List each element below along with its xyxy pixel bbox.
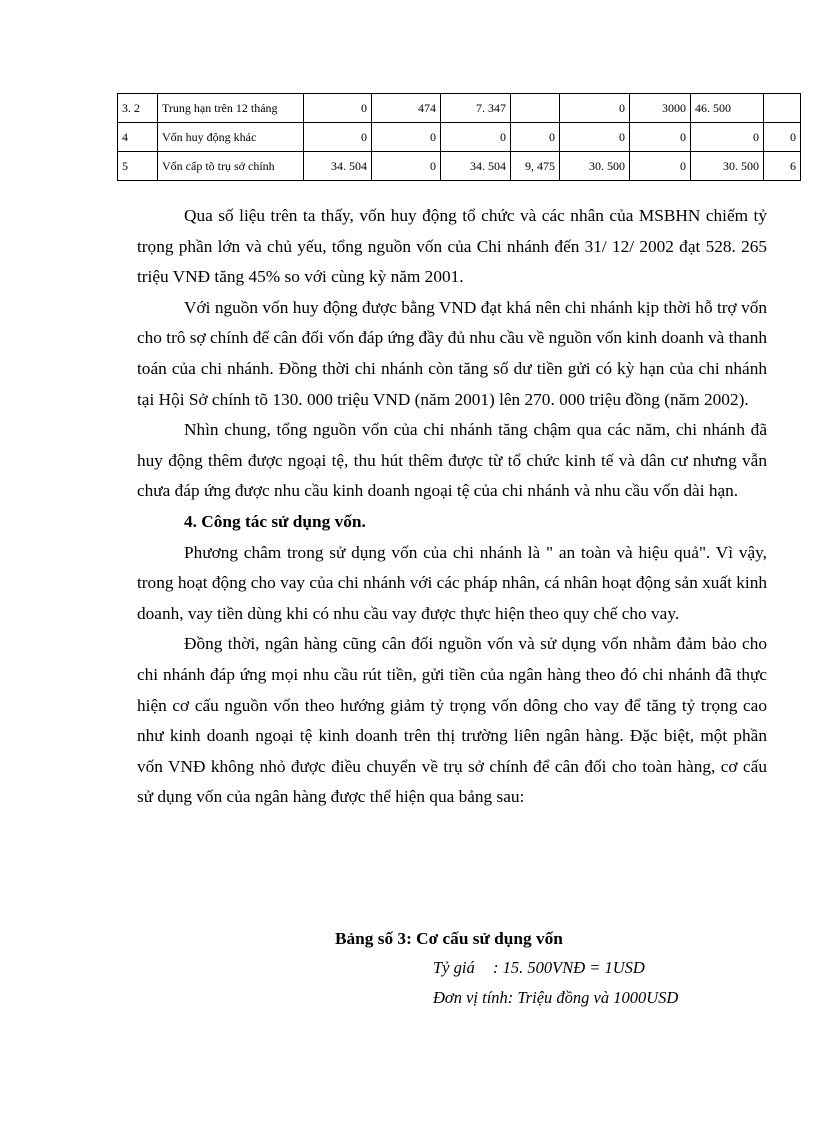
- row-label: Vốn huy động khác: [158, 123, 304, 152]
- capital-source-table: [117, 93, 801, 181]
- body-text: [137, 201, 767, 813]
- table-cell: 474: [372, 94, 441, 123]
- table-cell: 30. 500: [560, 152, 630, 181]
- exchange-rate-line: [433, 957, 645, 979]
- table-cell: 0: [630, 152, 691, 181]
- unit-line: Đơn vị tính: Triệu đồng và 1000USD: [433, 988, 679, 1007]
- table-row: [118, 152, 801, 181]
- table-cell: 0: [372, 123, 441, 152]
- paragraph-capital-summary: Qua số liệu trên ta thấy, vốn huy động tổ chức và các nhân của MSBHN chiếm tỷ trọng phần lớn và chủ yếu, tổng nguồn vốn của Chi nhánh đến 31/ 12/ 2002 đạt 528. 265 triệu VNĐ tăng 45% so với cùng kỳ năm 2001.: [137, 206, 767, 287]
- table-cell: 0: [560, 94, 630, 123]
- table-cell: 0: [372, 152, 441, 181]
- table-row: [118, 123, 801, 152]
- paragraph-vnd-support: Với nguồn vốn huy động được bằng VND đạt khá nên chi nhánh kịp thời hỗ trợ vốn cho trô sợ chính để cân đối vốn đáp ứng đầy đủ nhu cầu về nguồn vốn kinh doanh và thanh toán của chi nhánh. Đồng thời chi nhánh còn tăng số dư tiền gửi có kỳ hạn của chi nhánh tại Hội Sở chính tõ 130. 000 triệu VND (năm 2001) lên 270. 000 triệu đồng (năm 2002).: [137, 297, 767, 409]
- table-cell: 0: [764, 123, 801, 152]
- table-cell: [764, 94, 801, 123]
- section-heading: 4. Công tác sử dụng vốn.: [184, 511, 366, 531]
- exchange-rate-value: : 15. 500VNĐ = 1USD: [493, 958, 645, 977]
- table-cell: 0: [304, 94, 372, 123]
- row-label: Vốn cấp tõ trụ sở chính: [158, 152, 304, 181]
- paragraph-balance: Đồng thời, ngân hàng cũng cân đối nguồn vốn và sử dụng vốn nhằm đảm bảo cho chi nhánh đáp ứng mọi nhu cầu rút tiền, gửi tiền của ngân hàng theo đó chi nhánh đã thực hiện cơ cấu nguồn vốn theo hướng giảm tỷ trọng vốn dông cho vay để tăng tỷ trọng cao như kinh doanh ngoại tệ kinh doanh trên thị trường liên ngân hàng. Đặc biệt, một phần vốn VNĐ không nhỏ được điều chuyển về trụ sở chính để cân đối cho toàn hàng, cơ cấu sử dụng vốn của ngân hàng được thể hiện qua bảng sau:: [137, 634, 767, 807]
- table-cell: 9, 475: [511, 152, 560, 181]
- paragraph-overview: Nhìn chung, tổng nguồn vốn của chi nhánh tăng chậm qua các năm, chi nhánh đã huy động thêm được ngoại tệ, thu hút thêm được từ tổ chức kinh tế và dân cư nhưng vẫn chưa đáp ứng được nhu cầu kinh doanh ngoại tệ của chi nhánh và nhu cầu vốn dài hạn.: [137, 420, 767, 501]
- table-cell: 0: [441, 123, 511, 152]
- table-cell: 0: [304, 123, 372, 152]
- table-cell: 0: [630, 123, 691, 152]
- table-cell: [511, 94, 560, 123]
- table-cell: 6: [764, 152, 801, 181]
- exchange-rate-label: Tỷ giá: [433, 958, 475, 977]
- row-label: Trung hạn trên 12 tháng: [158, 94, 304, 123]
- paragraph-principle: Phương châm trong sử dụng vốn của chi nhánh là " an toàn và hiệu quả". Vì vậy, trong hoạt động cho vay của chi nhánh với các pháp nhân, cá nhân hoạt động sản xuất kinh doanh, vay tiền dùng khi có nhu cầu vay được thực hiện theo quy chế cho vay.: [137, 542, 767, 623]
- row-number: 4: [118, 123, 158, 152]
- table-cell: 7. 347: [441, 94, 511, 123]
- table-cell: 0: [691, 123, 764, 152]
- row-number: 5: [118, 152, 158, 181]
- table-cell: 46. 500: [691, 94, 764, 123]
- table-cell: 0: [511, 123, 560, 152]
- table-cell: 0: [560, 123, 630, 152]
- table-cell: 34. 504: [441, 152, 511, 181]
- row-number: 3. 2: [118, 94, 158, 123]
- table-cell: 3000: [630, 94, 691, 123]
- table-row: [118, 94, 801, 123]
- table-cell: 34. 504: [304, 152, 372, 181]
- table-cell: 30. 500: [691, 152, 764, 181]
- table-caption-title: Bảng số 3: Cơ cấu sử dụng vốn: [335, 929, 563, 948]
